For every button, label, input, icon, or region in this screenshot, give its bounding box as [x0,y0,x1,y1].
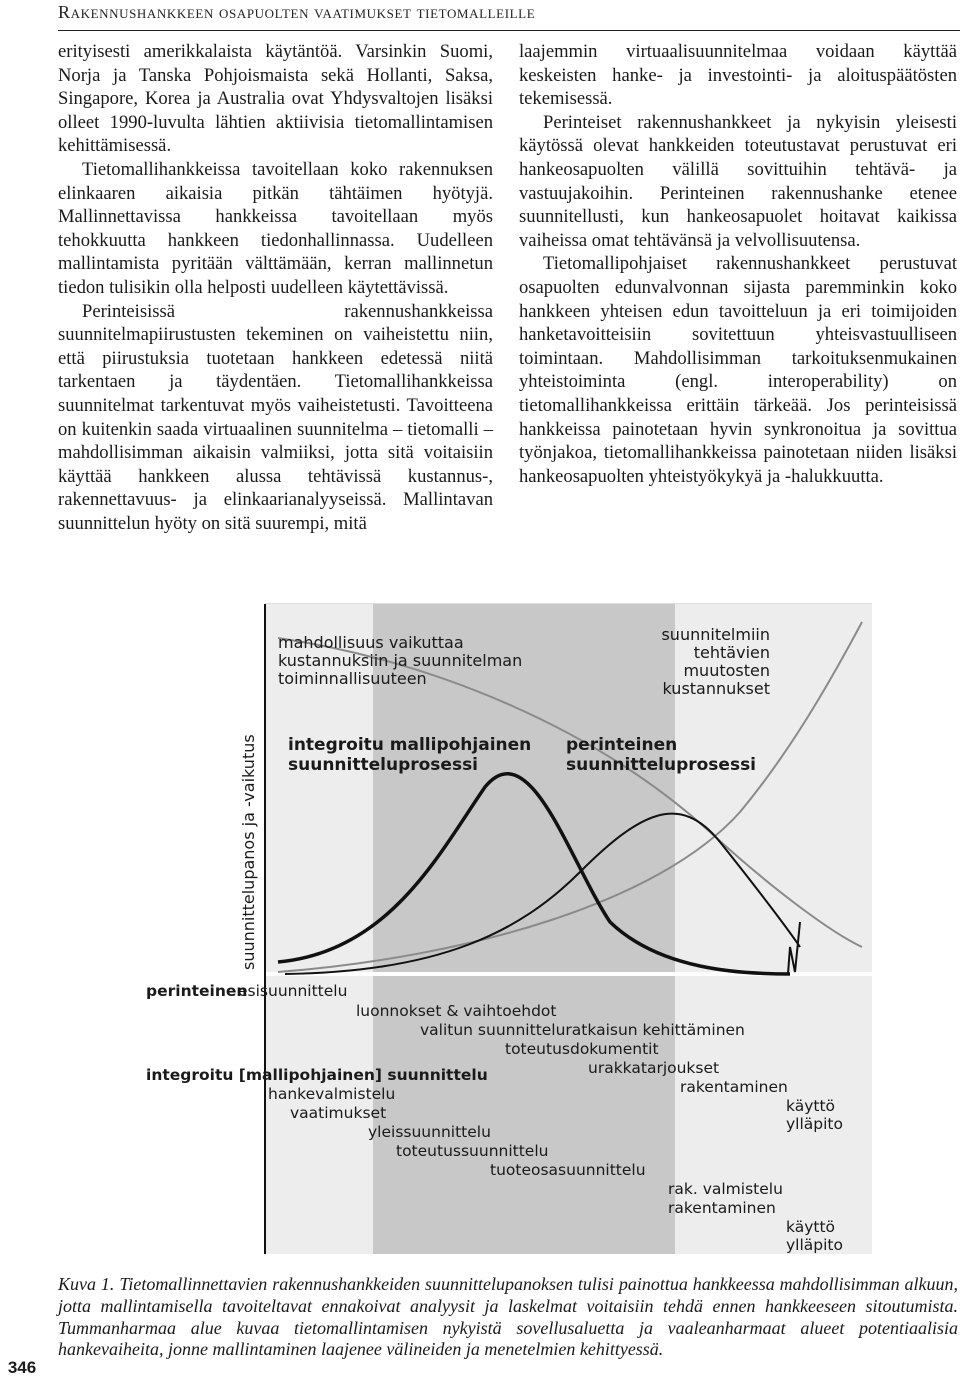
curve-label-integrated-2: suunnitteluprosessi [288,755,479,775]
int-phase-3: yleissuunnittelu [368,1123,491,1141]
header-rule [58,30,960,31]
integrated-header: integroitu [mallipohjainen] suunnittelu [146,1066,488,1084]
label-top-left-3: toiminnallisuuteen [278,669,427,688]
int-phase-8: käyttö [786,1218,836,1236]
label-top-left-1: mahdollisuus vaikuttaa [278,633,464,652]
label-top-right-1: suunnitelmiin [661,625,770,644]
band-light-right [675,604,872,1254]
int-phase-4: toteutussuunnittelu [396,1142,549,1160]
trad-phase-3: valitun suunnitteluratkaisun kehittäminen [420,1021,745,1039]
caption-text: Tietomallinnettavien rakennushankkeiden suunnittelupanoksen tulisi painottua hankkeessa mahdollisimman alkuun, jotta mallintamisella tavoiteltavat ennakoivat analyysit ja laskelmat voitaisiin tehdä ennen hankkeeseen sitoutumista. Tummanharmaa alue kuvaa tietomallintamisen nykyistä sovellusaluetta ja vaaleanharmaat alueet potentiaalisia hankevaiheita, jonne mallintaminen laajenee välineiden ja menetelmien kehittyessä. [58,1274,959,1360]
int-phase-2: vaatimukset [290,1104,387,1122]
left-column [58,40,493,535]
trad-phase-4: toteutusdokumentit [505,1040,659,1058]
band-light-left [265,604,373,1254]
int-phase-5: tuoteosasuunnittelu [490,1161,646,1179]
label-top-right-4: kustannukset [662,679,770,698]
figure-caption [58,1274,958,1361]
trad-phase-2: luonnokset & vaihtoehdot [356,1002,557,1020]
label-top-right-2: tehtävien [693,643,770,662]
running-header: Rakennushankkeen osapuolten vaatimukset tietomalleille [58,2,536,22]
figure-diagram [140,602,876,1262]
label-top-left-2: kustannuksiin ja suunnitelman [278,651,523,670]
left-paragraph-3: Perinteisissä rakennushankkeissa suunnitelmapiirustusten tekeminen on vaiheistettu niin, että piirustuksia tuotetaan hankkeen edetessä niitä tarkentaen ja täydentäen. Tietomallihankkeissa suunnitelmat tarkentuvat myös vaiheistetusti. Tavoitteena on kuitenkin saada virtuaalinen suunnitelma – tietomalli – mahdollisimman aikaisin valmiiksi, jotta sitä voitaisiin käyttää hankkeen alussa tehtävissä kustannus-, rakennettavuus- ja elinkaarianalyyseissä. Mallintavan suunnittelun hyöty on sitä suurempi, mitä [58,300,493,534]
right-paragraph-2: Perinteiset rakennushankkeet ja nykyisin yleisesti käytössä olevat hankkeiden toteutustavat perustuvat eri hankeosapuolten välillä sovittuihin tehtävä- ja vastuujakoihin. Perinteinen rakennushanke etenee suunnitellusti, kun hankeosapuolet hoitavat kaikissa vaiheissa omat tehtävänsä ja velvollisuutensa. [519,111,957,251]
int-phase-6: rak. valmistelu [668,1180,783,1198]
trad-phase-1: esisuunnittelu [238,982,348,1000]
curve-label-traditional-1: perinteinen [566,735,678,755]
left-paragraph-2: Tietomallihankkeissa tavoitellaan koko rakennuksen elinkaaren aikaisia pitkän tähtäimen hyötyjä. Mallinnettavissa hankkeissa tavoitellaan myös tehokkuutta hankkeen tiedonhallinnassa. Uudelleen mallintamista pyritään välttämään, kerran mallinnetun tiedon tulisikin olla helposti uudelleen käytettävissä. [58,158,493,298]
trad-phase-8: ylläpito [786,1115,843,1133]
label-top-right-3: muutosten [683,661,770,680]
curve-label-traditional-2: suunnitteluprosessi [566,755,757,775]
caption-label: Kuva 1. [58,1274,115,1294]
page-number: 346 [7,1358,37,1377]
y-axis-label: suunnittelupanos ja -vaikutus [239,734,258,970]
traditional-header: perinteinen [146,982,248,1000]
int-phase-7: rakentaminen [668,1199,776,1217]
right-paragraph-1: laajemmin virtuaalisuunnitelmaa voidaan käyttää keskeisten hanke- ja investointi- ja aloituspäätösten tekemisessä. [519,41,957,110]
figure-1 [140,602,876,1262]
left-paragraph-1: erityisesti amerikkalaista käytäntöä. Varsinkin Suomi, Norja ja Tanska Pohjoismaista sekä Hollanti, Saksa, Singapore, Korea ja Australia ovat Yhdysvaltojen lisäksi olleet 1990-luvulta lähtien aktiivisia tietomallintamisen kehittämisessä. [58,41,493,157]
trad-phase-6: rakentaminen [680,1078,788,1096]
int-phase-9: ylläpito [786,1236,843,1254]
trad-phase-5: urakkatarjoukset [588,1059,720,1077]
curve-label-integrated-1: integroitu mallipohjainen [288,735,532,755]
trad-phase-7: käyttö [786,1097,836,1115]
int-phase-1: hankevalmistelu [268,1085,396,1103]
right-paragraph-3: Tietomallipohjaiset rakennushankkeet perustuvat osapuolten edunvalvonnan sijasta paremminkin koko hankkeen yhteisen edun tavoitteluun ja eri toimijoiden hanketavoitteisiin sovitettuun yhteisvastuulliseen toimintaan. Mahdollisimman tarkoituksenmukainen yhteistoiminta (engl. interoperability) on tietomallihankkeissa erittäin tärkeää. Jos perinteisissä hankkeissa painotetaan hyvin synkronoitua ja sovittua työnjakoa, tietomallihankkeissa painotetaan niiden lisäksi hankeosapuolten yhteistyökykyä ja -halukkuutta. [519,253,957,487]
right-column [519,40,957,488]
